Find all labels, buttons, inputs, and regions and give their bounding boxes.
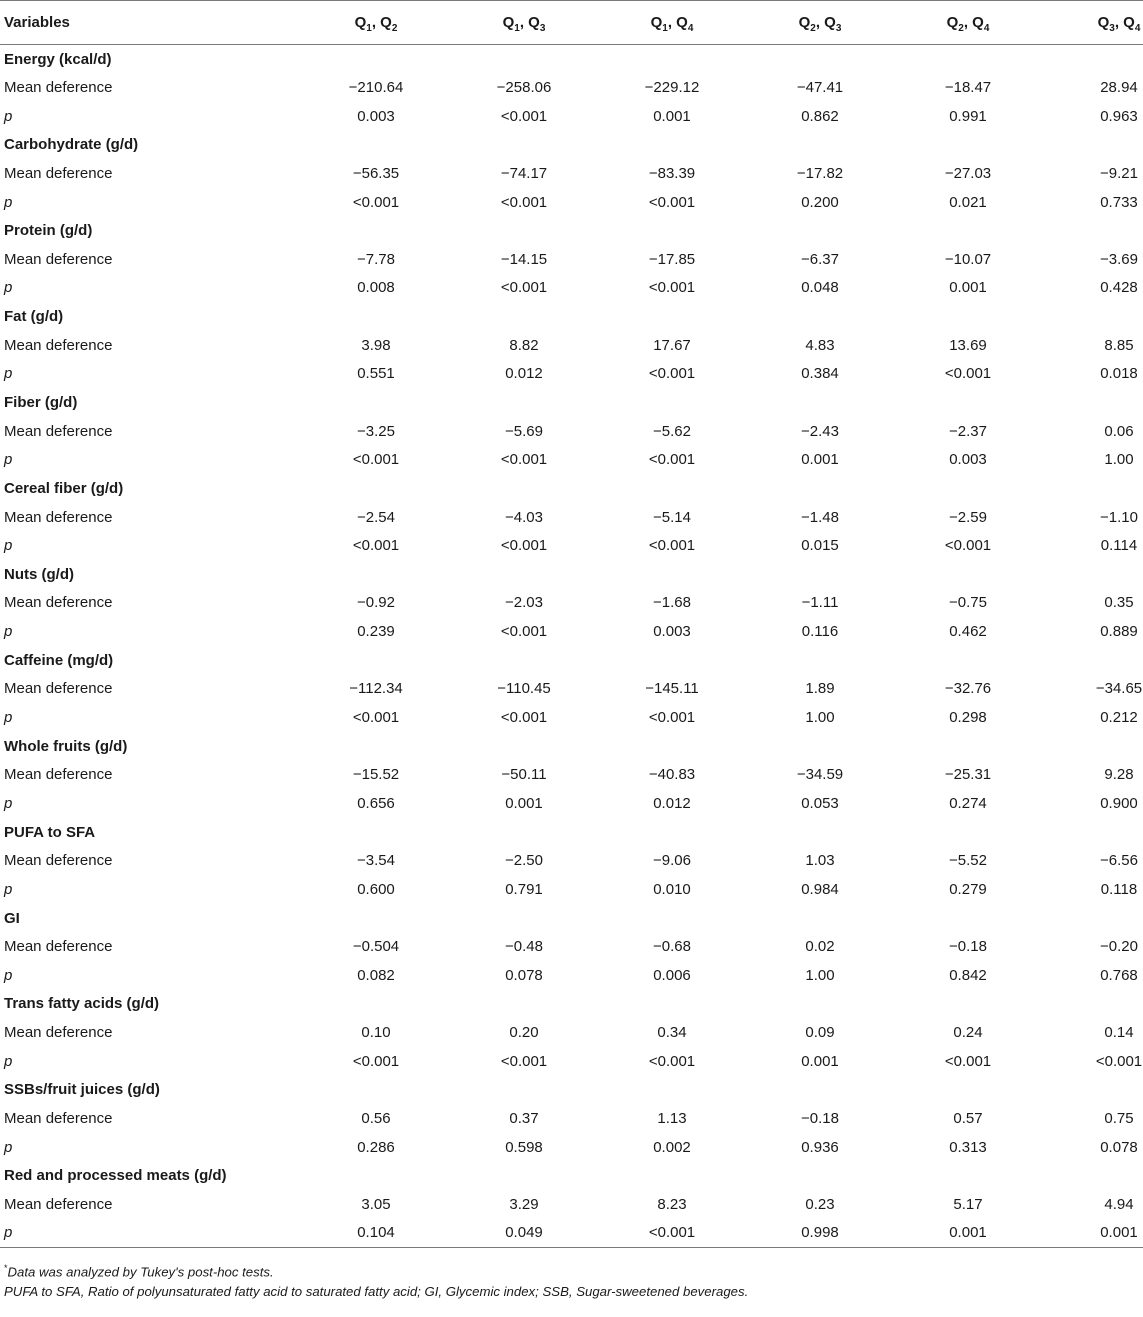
value-cell: 0.20	[509, 1024, 539, 1042]
row-label: p	[4, 880, 13, 898]
value-cell: 0.842	[949, 966, 987, 984]
value-cell: <0.001	[352, 1052, 400, 1070]
value-cell: 0.963	[1100, 107, 1138, 125]
value-cell: 13.69	[949, 336, 987, 354]
group-row	[0, 45, 1143, 74]
mean-difference-row	[0, 846, 1143, 875]
value-cell: <0.001	[648, 451, 696, 469]
value-cell: 0.37	[509, 1110, 539, 1128]
mean-difference-row	[0, 245, 1143, 274]
value-cell: 0.936	[801, 1138, 839, 1156]
mean-difference-row	[0, 1190, 1143, 1219]
value-cell: <0.001	[944, 1052, 992, 1070]
row-label: Mean deference	[4, 164, 113, 182]
value-cell: <0.001	[648, 537, 696, 555]
group-row	[0, 130, 1143, 159]
value-cell: −5.14	[653, 508, 691, 526]
value-cell: −18.47	[944, 78, 992, 96]
value-cell: 0.003	[949, 451, 987, 469]
row-label: p	[4, 1052, 13, 1070]
header-pair-3-4: $Q_3$, $Q_4$	[1042, 1, 1143, 45]
value-cell: 1.00	[805, 709, 835, 727]
row-label: Mean deference	[4, 1195, 113, 1213]
value-cell: 28.94	[1100, 78, 1138, 96]
value-cell: 0.001	[505, 794, 543, 812]
value-cell: −17.85	[648, 250, 696, 268]
value-cell: 0.09	[805, 1024, 835, 1042]
group-label: PUFA to SFA	[4, 823, 96, 841]
value-cell: −25.31	[944, 766, 992, 784]
value-cell: −0.20	[1100, 938, 1138, 956]
value-cell: −34.65	[1095, 680, 1143, 698]
header-pair-1-2: $Q_1$, $Q_2$	[302, 1, 450, 45]
group-label: Protein (g/d)	[4, 222, 93, 240]
value-cell: 0.02	[805, 938, 835, 956]
table-header-row	[0, 1, 1143, 45]
value-cell: 0.003	[357, 107, 395, 125]
row-label: p	[4, 623, 13, 641]
value-cell: 0.889	[1100, 623, 1138, 641]
value-cell: 0.012	[505, 365, 543, 383]
value-cell: −34.59	[796, 766, 844, 784]
value-cell: 1.13	[657, 1110, 687, 1128]
group-row	[0, 1161, 1143, 1190]
value-cell: −6.37	[801, 250, 839, 268]
row-label: Mean deference	[4, 78, 113, 96]
value-cell: −110.45	[497, 680, 551, 698]
mean-difference-row	[0, 417, 1143, 446]
value-cell: −0.75	[949, 594, 987, 612]
value-cell: 0.998	[746, 1219, 894, 1248]
p-value-row	[0, 445, 1143, 474]
p-value-row	[0, 1047, 1143, 1076]
value-cell: <0.001	[352, 709, 400, 727]
value-cell: 4.83	[805, 336, 835, 354]
value-cell: −40.83	[648, 766, 696, 784]
value-cell: 0.06	[1104, 422, 1134, 440]
value-cell: −145.11	[645, 680, 699, 698]
group-row	[0, 990, 1143, 1019]
group-label: Caffeine (mg/d)	[4, 651, 114, 669]
value-cell: 0.200	[801, 193, 839, 211]
group-label: Fat (g/d)	[4, 308, 64, 326]
row-label: Mean deference	[4, 422, 113, 440]
value-cell: <0.001	[500, 279, 548, 297]
value-cell: 0.078	[505, 966, 543, 984]
value-cell: 0.001	[801, 451, 839, 469]
value-cell: 0.274	[949, 794, 987, 812]
value-cell: <0.001	[944, 537, 992, 555]
value-cell: 0.57	[953, 1110, 983, 1128]
group-label: Trans fatty acids (g/d)	[4, 995, 160, 1013]
value-cell: 0.001	[1042, 1219, 1143, 1248]
value-cell: 0.733	[1100, 193, 1138, 211]
value-cell: −10.07	[944, 250, 992, 268]
footnote-marker: *	[4, 1262, 8, 1273]
value-cell: 0.14	[1104, 1024, 1134, 1042]
p-value-row	[0, 789, 1143, 818]
value-cell: −15.52	[352, 766, 400, 784]
value-cell: 0.991	[949, 107, 987, 125]
value-cell: 0.010	[653, 880, 691, 898]
group-row	[0, 646, 1143, 675]
value-cell: 1.00	[805, 966, 835, 984]
value-cell: −2.50	[505, 852, 543, 870]
group-row	[0, 302, 1143, 331]
table-footnotes	[0, 1258, 1143, 1302]
value-cell: <0.001	[648, 193, 696, 211]
value-cell: 0.298	[949, 709, 987, 727]
value-cell: −27.03	[944, 164, 992, 182]
footnote-1	[4, 1258, 1143, 1282]
row-label: Mean deference	[4, 336, 113, 354]
row-label: Mean deference	[4, 680, 113, 698]
footnote-2: PUFA to SFA, Ratio of polyunsaturated fatty acid to saturated fatty acid; GI, Glycemic index; SSB, Sugar-sweetened beverages.	[4, 1284, 749, 1300]
header-pair-2-3: $Q_2$, $Q_3$	[746, 1, 894, 45]
value-cell: 0.015	[801, 537, 839, 555]
value-cell: 0.75	[1104, 1110, 1134, 1128]
value-cell: −32.76	[944, 680, 992, 698]
p-value-row	[0, 703, 1143, 732]
value-cell: <0.001	[598, 1219, 746, 1248]
value-cell: 8.85	[1104, 336, 1134, 354]
value-cell: 0.598	[505, 1138, 543, 1156]
group-row	[0, 216, 1143, 245]
value-cell: −0.48	[505, 938, 543, 956]
value-cell: −258.06	[496, 78, 552, 96]
value-cell: 0.35	[1104, 594, 1134, 612]
value-cell: 0.313	[949, 1138, 987, 1156]
value-cell: −0.504	[352, 938, 400, 956]
footnote-1-text: Data was analyzed by Tukey's post-hoc tests.	[7, 1264, 274, 1280]
value-cell: 5.17	[953, 1195, 983, 1213]
value-cell: <0.001	[352, 193, 400, 211]
row-label: p	[4, 709, 13, 727]
row-label: p	[4, 966, 13, 984]
value-cell: 0.118	[1100, 880, 1138, 898]
value-cell: −0.18	[949, 938, 987, 956]
header-pair-2-4: $Q_2$, $Q_4$	[894, 1, 1042, 45]
value-cell: 0.900	[1100, 794, 1138, 812]
group-label: Carbohydrate (g/d)	[4, 136, 139, 154]
mean-difference-row	[0, 675, 1143, 704]
group-row	[0, 904, 1143, 933]
value-cell: −5.52	[949, 852, 987, 870]
value-cell: <0.001	[1095, 1052, 1143, 1070]
p-value-row	[0, 875, 1143, 904]
header-variables: Variables	[0, 1, 302, 45]
value-cell: −2.54	[357, 508, 395, 526]
value-cell: 0.001	[949, 279, 987, 297]
value-cell: −0.68	[653, 938, 691, 956]
value-cell: −74.17	[500, 164, 548, 182]
value-cell: 1.00	[1104, 451, 1134, 469]
header-pair-1-3: $Q_1$, $Q_3$	[450, 1, 598, 45]
value-cell: 0.56	[361, 1110, 391, 1128]
mean-difference-row	[0, 1018, 1143, 1047]
value-cell: 0.001	[894, 1219, 1042, 1248]
value-cell: −3.25	[357, 422, 395, 440]
mean-difference-row	[0, 761, 1143, 790]
value-cell: 0.791	[505, 880, 543, 898]
value-cell: −2.03	[505, 594, 543, 612]
value-cell: 9.28	[1104, 766, 1134, 784]
value-cell: <0.001	[352, 537, 400, 555]
value-cell: 0.053	[801, 794, 839, 812]
value-cell: −9.06	[653, 852, 691, 870]
row-label: Mean deference	[4, 250, 113, 268]
value-cell: −1.10	[1100, 508, 1138, 526]
value-cell: <0.001	[500, 709, 548, 727]
value-cell: −1.48	[801, 508, 839, 526]
group-row	[0, 732, 1143, 761]
value-cell: <0.001	[500, 107, 548, 125]
value-cell: −5.69	[505, 422, 543, 440]
value-cell: <0.001	[500, 451, 548, 469]
row-label: p	[4, 107, 13, 125]
mean-difference-row	[0, 932, 1143, 961]
value-cell: −0.92	[357, 594, 395, 612]
value-cell: <0.001	[648, 279, 696, 297]
value-cell: 3.98	[361, 336, 391, 354]
group-label: Nuts (g/d)	[4, 565, 74, 583]
value-cell: 0.10	[361, 1024, 391, 1042]
value-cell: 0.012	[653, 794, 691, 812]
value-cell: −9.21	[1100, 164, 1138, 182]
p-value-row	[0, 274, 1143, 303]
table-body	[0, 45, 1143, 1248]
row-label: Mean deference	[4, 938, 113, 956]
value-cell: 0.078	[1100, 1138, 1138, 1156]
group-label: Energy (kcal/d)	[4, 50, 112, 68]
value-cell: <0.001	[648, 1052, 696, 1070]
value-cell: 8.82	[509, 336, 539, 354]
mean-difference-row	[0, 73, 1143, 102]
value-cell: −2.59	[949, 508, 987, 526]
value-cell: <0.001	[500, 193, 548, 211]
row-label: Mean deference	[4, 1110, 113, 1128]
value-cell: <0.001	[944, 365, 992, 383]
value-cell: −47.41	[796, 78, 844, 96]
group-label: Cereal fiber (g/d)	[4, 479, 124, 497]
value-cell: 0.001	[801, 1052, 839, 1070]
p-value-row	[0, 360, 1143, 389]
value-cell: 3.05	[361, 1195, 391, 1213]
value-cell: 0.384	[801, 365, 839, 383]
value-cell: −56.35	[352, 164, 400, 182]
value-cell: 8.23	[657, 1195, 687, 1213]
value-cell: 0.768	[1100, 966, 1138, 984]
value-cell: 0.003	[653, 623, 691, 641]
value-cell: 0.428	[1100, 279, 1138, 297]
header-pair-1-4: $Q_1$, $Q_4$	[598, 1, 746, 45]
value-cell: −7.78	[357, 250, 395, 268]
value-cell: −17.82	[796, 164, 844, 182]
group-label: GI	[4, 909, 20, 927]
row-label: Mean deference	[4, 1024, 113, 1042]
value-cell: 0.24	[953, 1024, 983, 1042]
value-cell: −4.03	[505, 508, 543, 526]
value-cell: −2.37	[949, 422, 987, 440]
value-cell: −83.39	[648, 164, 696, 182]
value-cell: −3.54	[357, 852, 395, 870]
p-value-row	[0, 617, 1143, 646]
group-label: SSBs/fruit juices (g/d)	[4, 1081, 160, 1099]
value-cell: −6.56	[1100, 852, 1138, 870]
value-cell: 4.94	[1104, 1195, 1134, 1213]
value-cell: 0.462	[949, 623, 987, 641]
p-value-row	[0, 102, 1143, 131]
value-cell: 3.29	[509, 1195, 539, 1213]
value-cell: 0.002	[653, 1138, 691, 1156]
p-value-row	[0, 1219, 1143, 1248]
value-cell: 0.239	[357, 623, 395, 641]
value-cell: 0.600	[357, 880, 395, 898]
value-cell: 0.656	[357, 794, 395, 812]
mean-difference-row	[0, 589, 1143, 618]
mean-difference-row	[0, 1104, 1143, 1133]
p-value-row	[0, 531, 1143, 560]
group-row	[0, 1076, 1143, 1105]
value-cell: 1.89	[805, 680, 835, 698]
value-cell: −112.34	[349, 680, 403, 698]
group-label: Fiber (g/d)	[4, 394, 78, 411]
value-cell: −2.43	[801, 422, 839, 440]
value-cell: 0.23	[805, 1195, 835, 1213]
group-label: Red and processed meats (g/d)	[4, 1167, 227, 1185]
row-label: p	[4, 365, 13, 383]
group-row	[0, 474, 1143, 503]
row-label: p	[4, 794, 13, 812]
row-label: p	[4, 279, 13, 297]
value-cell: −1.11	[801, 594, 839, 612]
value-cell: 0.104	[302, 1219, 450, 1248]
group-row	[0, 818, 1143, 847]
value-cell: 0.862	[801, 107, 839, 125]
mean-difference-row	[0, 159, 1143, 188]
value-cell: 0.008	[357, 279, 395, 297]
row-label: p	[4, 1138, 13, 1156]
p-value-row	[0, 1133, 1143, 1162]
mean-difference-row	[0, 331, 1143, 360]
value-cell: 0.116	[801, 623, 839, 641]
row-label: Mean deference	[4, 852, 113, 870]
value-cell: 0.34	[657, 1024, 687, 1042]
row-label: Mean deference	[4, 594, 113, 612]
value-cell: 0.049	[450, 1219, 598, 1248]
value-cell: −0.18	[801, 1110, 839, 1128]
value-cell: <0.001	[500, 537, 548, 555]
row-label: p	[0, 1219, 302, 1248]
value-cell: <0.001	[648, 365, 696, 383]
value-cell: <0.001	[500, 623, 548, 641]
mean-difference-row	[0, 503, 1143, 532]
value-cell: 0.018	[1100, 365, 1138, 383]
value-cell: −14.15	[500, 250, 548, 268]
value-cell: 0.048	[801, 279, 839, 297]
value-cell: 0.212	[1100, 709, 1138, 727]
value-cell: 1.03	[805, 852, 835, 870]
value-cell: −229.12	[644, 78, 700, 96]
value-cell: 0.286	[357, 1138, 395, 1156]
value-cell: −3.69	[1100, 250, 1138, 268]
value-cell: 0.551	[357, 365, 395, 383]
value-cell: 0.021	[949, 193, 987, 211]
value-cell: <0.001	[500, 1052, 548, 1070]
row-label: p	[4, 193, 13, 211]
value-cell: 17.67	[653, 336, 691, 354]
row-label: p	[4, 451, 13, 469]
row-label: Mean deference	[4, 508, 113, 526]
row-label: p	[4, 537, 13, 555]
p-value-row	[0, 961, 1143, 990]
value-cell: 0.984	[801, 880, 839, 898]
p-value-row	[0, 188, 1143, 217]
value-cell: 0.006	[653, 966, 691, 984]
group-row	[0, 388, 1143, 417]
value-cell: <0.001	[352, 451, 400, 469]
group-label: Whole fruits (g/d)	[4, 737, 128, 755]
value-cell: −5.62	[653, 422, 691, 440]
value-cell: −50.11	[501, 766, 547, 784]
group-row	[0, 560, 1143, 589]
value-cell: <0.001	[648, 709, 696, 727]
value-cell: 0.279	[949, 880, 987, 898]
row-label: Mean deference	[4, 766, 113, 784]
value-cell: −210.64	[348, 78, 404, 96]
value-cell: 0.114	[1100, 537, 1138, 555]
value-cell: −1.68	[653, 594, 691, 612]
value-cell: 0.001	[653, 107, 691, 125]
value-cell: 0.082	[357, 966, 395, 984]
